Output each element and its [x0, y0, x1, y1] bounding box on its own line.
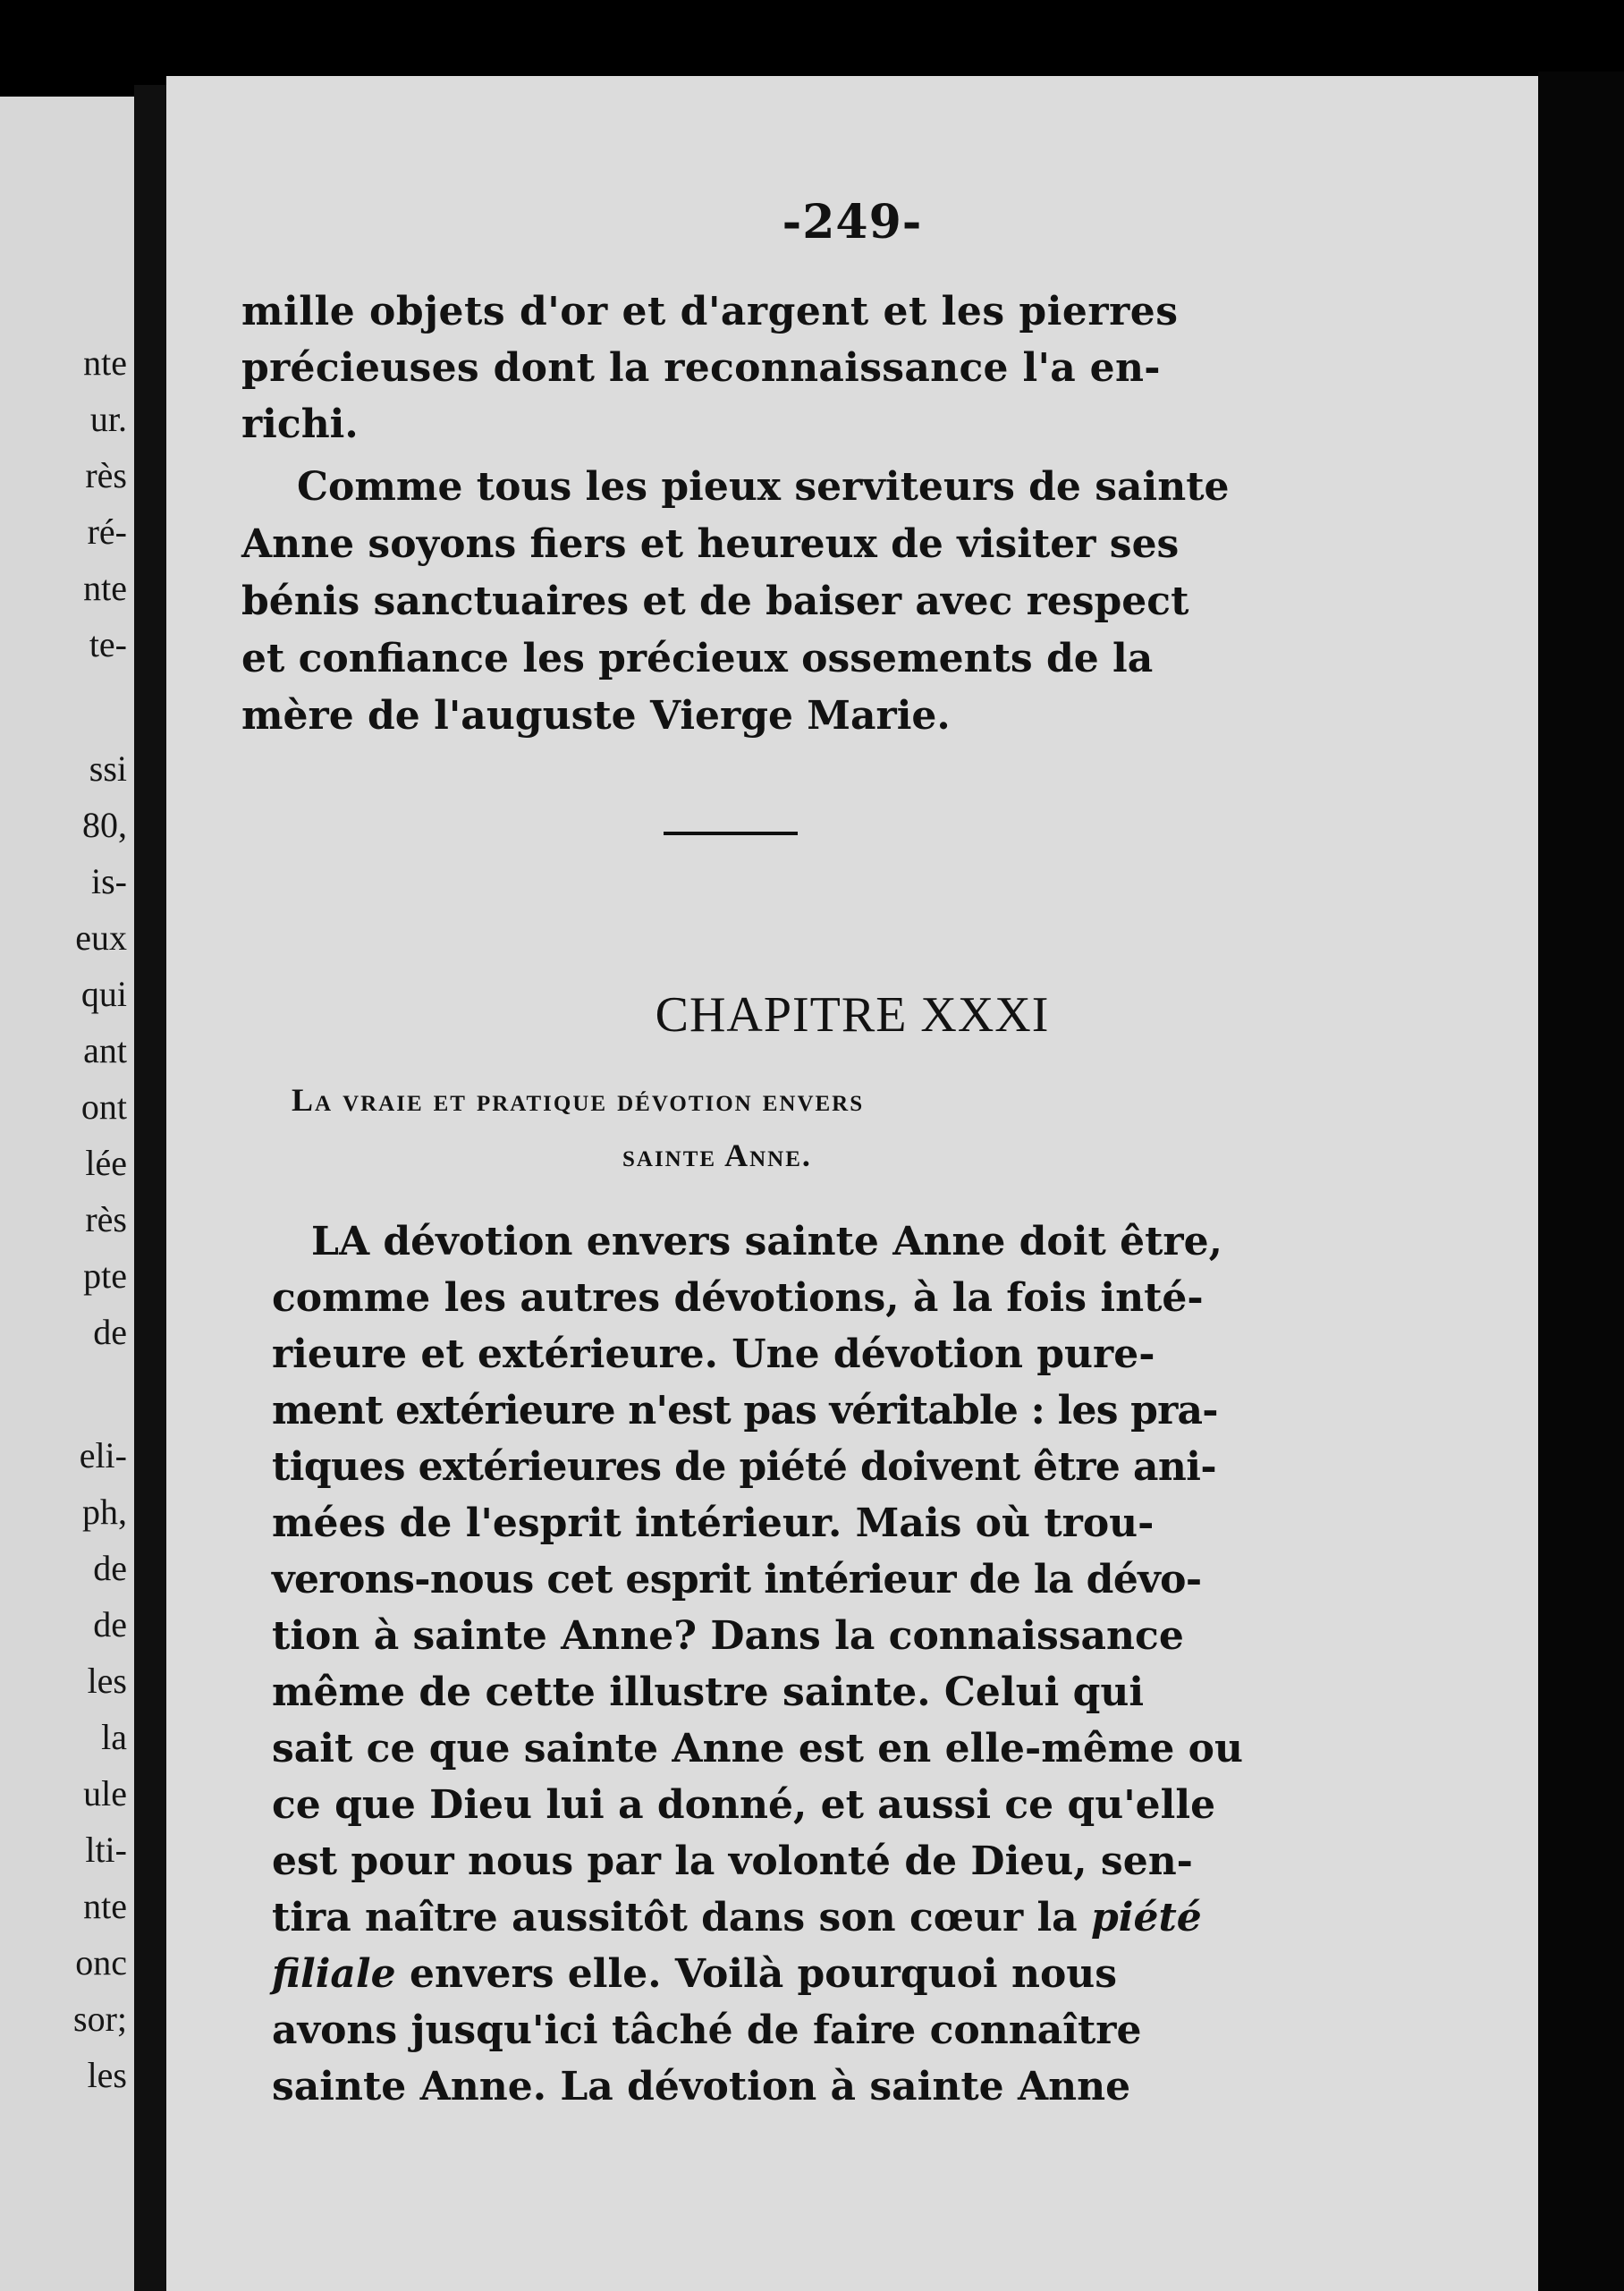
text-line: [272, 1951, 1118, 1997]
text-line: mées de l'esprit intérieur. Mais où trou-: [272, 1501, 1155, 1546]
left-page-line: ph,: [82, 1492, 127, 1532]
left-page-line: les: [87, 1661, 127, 1701]
left-page-line: nte: [83, 1886, 127, 1926]
section-separator: [664, 832, 798, 835]
left-page-line: 80,: [82, 805, 127, 845]
text-line: verons-nous cet esprit intérieur de la dévo-: [272, 1557, 1202, 1602]
text-line: est pour nous par la volonté de Dieu, sen-: [272, 1839, 1193, 1884]
book-gutter: [134, 85, 166, 2291]
chapter-subtitle: La vraie et pratique dévotion envers: [292, 1082, 865, 1118]
text-line: Anne soyons fiers et heureux de visiter ses: [241, 521, 1180, 567]
chapter-title: CHAPITRE XXXI: [655, 987, 1050, 1043]
text-span: envers elle. Voilà pourquoi nous: [409, 1951, 1118, 1997]
left-page-line: eux: [75, 917, 127, 958]
text-line: ment extérieure n'est pas véritable : les pra-: [272, 1388, 1218, 1433]
left-page-line: ré-: [87, 511, 127, 552]
text-line: avons jusqu'ici tâché de faire connaître: [272, 2008, 1142, 2053]
left-page-line: ur.: [89, 399, 127, 439]
text-line: tion à sainte Anne? Dans la connaissance: [272, 1613, 1184, 1659]
left-page-line: de: [93, 1548, 127, 1588]
left-page-line: rès: [85, 1199, 127, 1239]
left-page-line: lée: [85, 1143, 127, 1183]
left-page-line: de: [93, 1604, 127, 1644]
left-page-line: nte: [83, 568, 127, 608]
left-page-line: te-: [89, 624, 127, 664]
left-page-line: ssi: [89, 748, 127, 789]
text-line: LA dévotion envers sainte Anne doit être,: [311, 1219, 1222, 1264]
left-page-line: ule: [83, 1773, 127, 1813]
left-page-line: les: [87, 2055, 127, 2095]
left-page-line: lti-: [85, 1830, 127, 1870]
text-line: rieure et extérieure. Une dévotion pure-: [272, 1331, 1155, 1377]
text-line: tiques extérieures de piété doivent être ani-: [272, 1444, 1217, 1490]
text-line: ce que Dieu lui a donné, et aussi ce qu'elle: [272, 1782, 1216, 1828]
text-line: sainte Anne. La dévotion à sainte Anne: [272, 2064, 1131, 2109]
text-line: [272, 1895, 1202, 1940]
text-line: comme les autres dévotions, à la fois inté-: [272, 1275, 1204, 1321]
text-line: précieuses dont la reconnaissance l'a en-: [241, 345, 1161, 391]
left-page-line: pte: [83, 1255, 127, 1296]
left-page-line: ont: [80, 1086, 127, 1127]
left-page-line: onc: [75, 1942, 127, 1982]
text-line: et confiance les précieux ossements de la: [241, 636, 1154, 681]
left-page-line: eli-: [79, 1435, 127, 1475]
italic-text: piété: [1091, 1895, 1202, 1940]
left-page-line: sor;: [73, 1999, 127, 2039]
left-page-line: nte: [83, 342, 127, 383]
left-page-line: ant: [83, 1030, 127, 1070]
left-page-line: is-: [91, 861, 127, 901]
scan-border: [1538, 72, 1624, 2291]
text-span: tira naître aussitôt dans son cœur la: [272, 1895, 1078, 1940]
left-page-line: rès: [85, 455, 127, 495]
text-line: bénis sanctuaires et de baiser avec respect: [241, 579, 1189, 624]
text-line: même de cette illustre sainte. Celui qui: [272, 1670, 1145, 1715]
text-line: mille objets d'or et d'argent et les pierres: [241, 289, 1179, 334]
page-number: -249-: [782, 195, 923, 249]
text-line: Comme tous les pieux serviteurs de sainte: [297, 464, 1230, 510]
left-page-line: la: [101, 1717, 127, 1757]
left-page-line: de: [93, 1312, 127, 1352]
italic-text: filiale: [272, 1951, 396, 1997]
book-page: [166, 76, 1538, 2291]
left-page-fragment: [0, 97, 134, 2291]
chapter-subtitle: sainte Anne.: [622, 1137, 812, 1173]
text-line: sait ce que sainte Anne est en elle-même ou: [272, 1726, 1244, 1771]
left-page-line: qui: [80, 974, 127, 1014]
text-line: mère de l'auguste Vierge Marie.: [241, 693, 951, 739]
text-line: richi.: [241, 402, 359, 447]
